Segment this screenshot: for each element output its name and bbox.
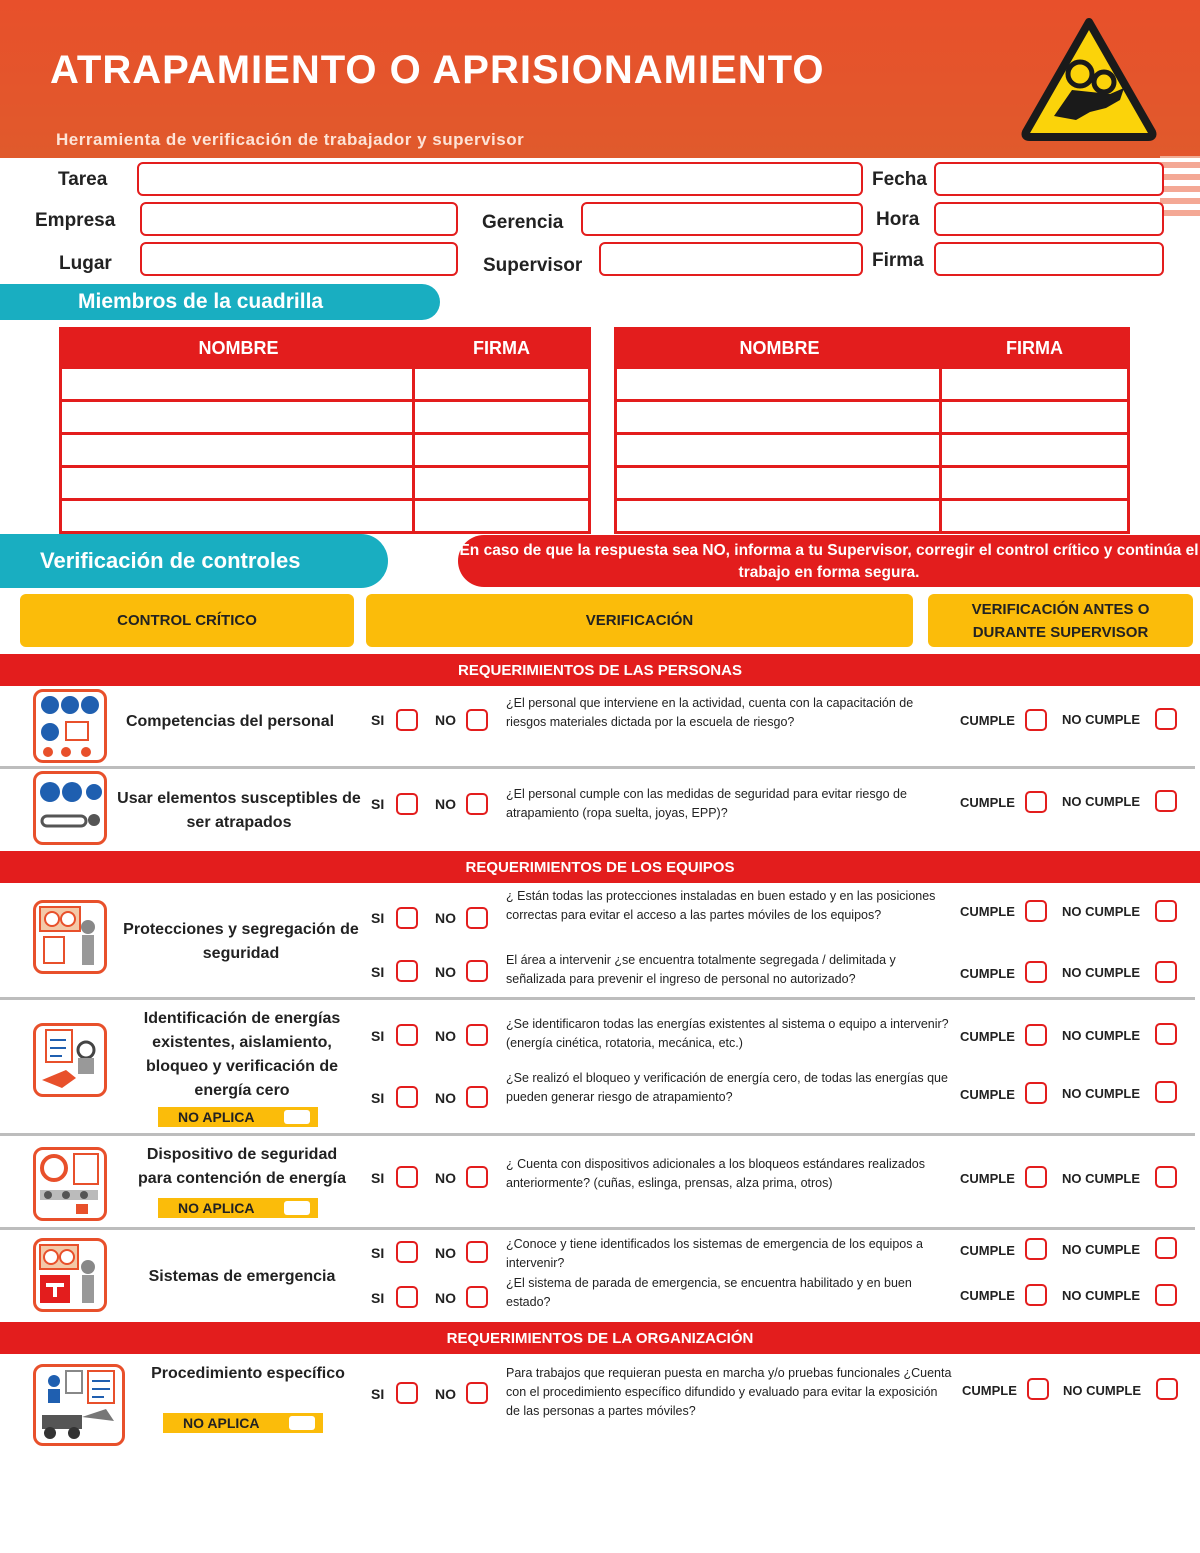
tarea-field[interactable] [137, 162, 863, 196]
verification-question: ¿Se realizó el bloqueo y verificación de energía cero, de todas las energías que pueden generar riesgo de atrapamiento? [506, 1071, 948, 1104]
no-aplica-toggle[interactable] [158, 1107, 318, 1127]
no-label: NO [435, 1170, 456, 1186]
cumple-label: CUMPLE [960, 1029, 1015, 1044]
no-aplica-label: NO APLICA [178, 1109, 255, 1125]
verification-question: ¿El personal cumple con las medidas de seguridad para evitar riesgo de atrapamiento (ropa suelta, joyas, EPP)? [506, 787, 907, 820]
member-row [62, 498, 588, 531]
no-cumple-label: NO CUMPLE [1063, 1383, 1141, 1398]
member-sign-cell[interactable] [415, 501, 588, 531]
page-title: ATRAPAMIENTO O APRISIONAMIENTO [50, 48, 825, 92]
member-sign-cell[interactable] [942, 369, 1127, 399]
member-name-cell[interactable] [62, 435, 415, 465]
energy-containment-icon [33, 1147, 107, 1221]
no-label: NO [435, 910, 456, 926]
cumple-label: CUMPLE [960, 1243, 1015, 1258]
si-checkbox[interactable] [396, 1382, 418, 1404]
supervisor-column-header: VERIFICACIÓN ANTES O DURANTE SUPERVISOR [928, 594, 1193, 647]
hora-field[interactable] [934, 202, 1164, 236]
procedure-icon [33, 1364, 125, 1446]
no-label: NO [435, 964, 456, 980]
empresa-label: Empresa [35, 210, 116, 231]
cumple-label: CUMPLE [960, 904, 1015, 919]
competence-icon [33, 689, 107, 763]
name-column-header: NOMBRE [739, 337, 820, 358]
verification-question: ¿ Están todas las protecciones instaladas en buen estado y en las posiciones correctas para evitar el acceso a las partes móviles de los equipos? [506, 889, 936, 922]
member-row [62, 465, 588, 498]
member-name-cell[interactable] [62, 369, 415, 399]
si-checkbox[interactable] [396, 1086, 418, 1108]
lugar-field[interactable] [140, 242, 458, 276]
member-row [617, 432, 1127, 465]
no-cumple-checkbox[interactable] [1155, 1284, 1177, 1306]
guarding-icon [33, 900, 107, 974]
cumple-checkbox[interactable] [1025, 961, 1047, 983]
no-aplica-toggle[interactable] [163, 1413, 323, 1433]
si-checkbox[interactable] [396, 793, 418, 815]
supervisor-label: Supervisor [483, 255, 583, 276]
verification-section-title: Verificación de controles [0, 534, 388, 588]
cumple-checkbox[interactable] [1025, 1238, 1047, 1260]
members-table-right [614, 327, 1130, 534]
member-sign-cell[interactable] [415, 369, 588, 399]
tarea-label: Tarea [58, 169, 108, 190]
no-aplica-toggle[interactable] [158, 1198, 318, 1218]
si-checkbox[interactable] [396, 1166, 418, 1188]
no-aplica-checkbox[interactable] [289, 1416, 315, 1430]
si-label: SI [371, 1386, 385, 1402]
firma-field[interactable] [934, 242, 1164, 276]
no-checkbox[interactable] [466, 1382, 488, 1404]
cumple-checkbox[interactable] [1025, 1082, 1047, 1104]
no-checkbox[interactable] [466, 709, 488, 731]
member-name-cell[interactable] [62, 501, 415, 531]
page-subtitle: Herramienta de verificación de trabajador y supervisor [56, 130, 525, 149]
member-sign-cell[interactable] [415, 435, 588, 465]
member-row [62, 432, 588, 465]
row-divider [0, 997, 1195, 1000]
no-cumple-checkbox[interactable] [1155, 1023, 1177, 1045]
member-sign-cell[interactable] [942, 435, 1127, 465]
no-checkbox[interactable] [466, 1086, 488, 1108]
no-cumple-label: NO CUMPLE [1062, 1086, 1140, 1101]
no-cumple-checkbox[interactable] [1155, 900, 1177, 922]
cumple-checkbox[interactable] [1025, 1284, 1047, 1306]
lugar-label: Lugar [59, 253, 112, 274]
si-label: SI [371, 1245, 385, 1261]
control-column-header: CONTROL CRÍTICO [20, 594, 354, 647]
no-label: NO [435, 1290, 456, 1306]
si-label: SI [371, 1170, 385, 1186]
name-column-header: NOMBRE [198, 337, 279, 358]
no-label: NO [435, 796, 456, 812]
cumple-checkbox[interactable] [1025, 709, 1047, 731]
cumple-label: CUMPLE [960, 1087, 1015, 1102]
si-checkbox[interactable] [396, 1024, 418, 1046]
no-aplica-checkbox[interactable] [284, 1110, 310, 1124]
no-cumple-label: NO CUMPLE [1062, 1171, 1140, 1186]
verification-question: ¿Conoce y tiene identificados los sistemas de emergencia de los equipos a intervenir? [506, 1237, 923, 1270]
no-checkbox[interactable] [466, 1166, 488, 1188]
member-sign-cell[interactable] [415, 402, 588, 432]
control-label: Protecciones y segregación de seguridad [123, 921, 359, 962]
lockout-tagout-icon [33, 1023, 107, 1097]
si-checkbox[interactable] [396, 1241, 418, 1263]
cumple-label: CUMPLE [960, 1288, 1015, 1303]
control-label: Sistemas de emergencia [148, 1268, 336, 1285]
gerencia-label: Gerencia [482, 212, 564, 233]
member-row [617, 498, 1127, 531]
no-cumple-checkbox[interactable] [1155, 1237, 1177, 1259]
emergency-stop-icon [33, 1238, 107, 1312]
firma-label: Firma [872, 250, 924, 271]
member-name-cell[interactable] [62, 402, 415, 432]
no-checkbox[interactable] [466, 793, 488, 815]
members-section-title: Miembros de la cuadrilla [0, 284, 440, 320]
no-checkbox[interactable] [466, 1286, 488, 1308]
sign-column-header: FIRMA [473, 337, 530, 358]
si-label: SI [371, 964, 385, 980]
member-name-cell[interactable] [617, 468, 942, 498]
member-sign-cell[interactable] [942, 402, 1127, 432]
member-sign-cell[interactable] [942, 468, 1127, 498]
no-cumple-label: NO CUMPLE [1062, 1288, 1140, 1303]
control-label: Competencias del personal [125, 713, 335, 730]
control-label: Usar elementos susceptibles de ser atrapados [117, 790, 361, 831]
section-band-equipos: REQUERIMIENTOS DE LOS EQUIPOS [0, 851, 1200, 883]
no-checkbox[interactable] [466, 1241, 488, 1263]
no-label: NO [435, 1245, 456, 1261]
control-label: Dispositivo de seguridad para contención de energía [137, 1146, 347, 1187]
protective-equipment-icon [33, 771, 107, 845]
no-checkbox[interactable] [466, 907, 488, 929]
cumple-checkbox[interactable] [1027, 1378, 1049, 1400]
si-checkbox[interactable] [396, 907, 418, 929]
si-label: SI [371, 1090, 385, 1106]
member-row [617, 465, 1127, 498]
gerencia-field[interactable] [581, 202, 863, 236]
verification-question: ¿El sistema de parada de emergencia, se encuentra habilitado y en buen estado? [506, 1276, 912, 1309]
no-aplica-label: NO APLICA [183, 1415, 260, 1431]
no-label: NO [435, 1090, 456, 1106]
no-cumple-checkbox[interactable] [1155, 790, 1177, 812]
cumple-checkbox[interactable] [1025, 1166, 1047, 1188]
row-divider [0, 766, 1195, 769]
si-label: SI [371, 796, 385, 812]
control-label: Procedimiento específico [151, 1365, 345, 1382]
no-aplica-checkbox[interactable] [284, 1201, 310, 1215]
member-name-cell[interactable] [617, 369, 942, 399]
verification-question: ¿El personal que interviene en la actividad, cuenta con la capacitación de riesgos materiales dictada por la escuela de riesgo? [506, 696, 914, 729]
no-label: NO [435, 1028, 456, 1044]
cumple-label: CUMPLE [960, 966, 1015, 981]
si-label: SI [371, 1028, 385, 1044]
si-checkbox[interactable] [396, 1286, 418, 1308]
sign-column-header: FIRMA [1006, 337, 1063, 358]
si-label: SI [371, 1290, 385, 1306]
no-checkbox[interactable] [466, 1024, 488, 1046]
no-aplica-label: NO APLICA [178, 1200, 255, 1216]
no-cumple-label: NO CUMPLE [1062, 904, 1140, 919]
fecha-label: Fecha [872, 169, 927, 190]
no-cumple-checkbox[interactable] [1155, 1081, 1177, 1103]
member-row [62, 366, 588, 399]
no-cumple-checkbox[interactable] [1155, 1166, 1177, 1188]
si-label: SI [371, 910, 385, 926]
members-table-left [59, 327, 591, 534]
header-banner [0, 0, 1200, 158]
verification-column-header: VERIFICACIÓN [366, 594, 913, 647]
si-checkbox[interactable] [396, 709, 418, 731]
no-cumple-label: NO CUMPLE [1062, 1028, 1140, 1043]
no-label: NO [435, 712, 456, 728]
member-row [62, 399, 588, 432]
cumple-label: CUMPLE [960, 713, 1015, 728]
si-checkbox[interactable] [396, 960, 418, 982]
verification-question: Para trabajos que requieran puesta en marcha y/o pruebas funcionales ¿Cuenta con el procedimiento específico difundido y evaluado para evitar la exposición de las personas a partes móviles? [506, 1366, 952, 1418]
supervisor-field[interactable] [599, 242, 863, 276]
verification-question: El área a intervenir ¿se encuentra totalmente segregada / delimitada y señalizada para prevenir el ingreso de personal no autorizado? [506, 953, 896, 986]
member-name-cell[interactable] [62, 468, 415, 498]
no-cumple-checkbox[interactable] [1155, 961, 1177, 983]
no-checkbox[interactable] [466, 960, 488, 982]
no-cumple-label: NO CUMPLE [1062, 794, 1140, 809]
empresa-field[interactable] [140, 202, 458, 236]
hora-label: Hora [876, 209, 920, 230]
row-divider [0, 1133, 1195, 1136]
verification-question: ¿Se identificaron todas las energías existentes al sistema o equipo a intervenir? (energía cinética, rotatoria, mecánica, etc.) [506, 1017, 949, 1050]
member-row [617, 366, 1127, 399]
cumple-checkbox[interactable] [1025, 1024, 1047, 1046]
member-name-cell[interactable] [617, 501, 942, 531]
notice-banner: En caso de que la respuesta sea NO, informa a tu Supervisor, corregir el control crítico y continúa el trabajo en forma segura. [458, 535, 1200, 587]
no-cumple-label: NO CUMPLE [1062, 965, 1140, 980]
hand-caught-in-gears-warning-icon [1020, 16, 1158, 142]
row-divider [0, 1227, 1195, 1230]
section-band-organizacion: REQUERIMIENTOS DE LA ORGANIZACIÓN [0, 1322, 1200, 1354]
no-cumple-checkbox[interactable] [1155, 708, 1177, 730]
member-row [617, 399, 1127, 432]
control-label: Identificación de energías existentes, aislamiento, bloqueo y verificación de energía cero [143, 1010, 341, 1099]
member-sign-cell[interactable] [942, 501, 1127, 531]
si-label: SI [371, 712, 385, 728]
verification-question: ¿ Cuenta con dispositivos adicionales a los bloqueos estándares realizados anteriormente? (cuñas, eslinga, prensas, alza prima, otros) [506, 1157, 926, 1190]
cumple-checkbox[interactable] [1025, 900, 1047, 922]
cumple-checkbox[interactable] [1025, 791, 1047, 813]
no-label: NO [435, 1386, 456, 1402]
fecha-field[interactable] [934, 162, 1164, 196]
cumple-label: CUMPLE [960, 1171, 1015, 1186]
cumple-label: CUMPLE [962, 1383, 1017, 1398]
section-band-personas: REQUERIMIENTOS DE LAS PERSONAS [0, 654, 1200, 686]
member-name-cell[interactable] [617, 402, 942, 432]
no-cumple-checkbox[interactable] [1156, 1378, 1178, 1400]
member-sign-cell[interactable] [415, 468, 588, 498]
cumple-label: CUMPLE [960, 795, 1015, 810]
decorative-stripes [1160, 150, 1200, 220]
no-cumple-label: NO CUMPLE [1062, 1242, 1140, 1257]
member-name-cell[interactable] [617, 435, 942, 465]
no-cumple-label: NO CUMPLE [1062, 712, 1140, 727]
